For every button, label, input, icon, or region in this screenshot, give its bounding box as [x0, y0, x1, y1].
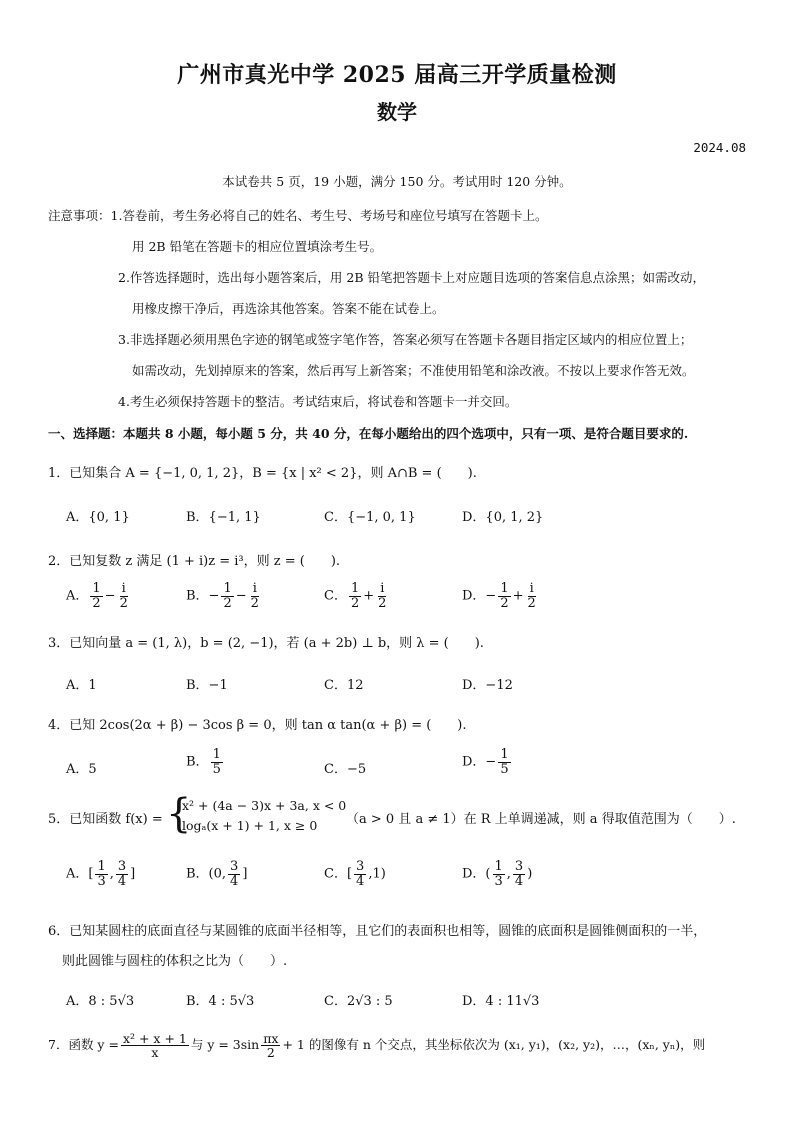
q1-option-d: D．{0, 1, 2}: [462, 510, 544, 525]
notes-block: [48, 200, 705, 417]
note-4: 4.考生必须保持答题卡的整洁。考试结束后，将试卷和答题卡一并交回。: [118, 394, 518, 409]
q5-case-1: x² + (4a − 3)x + 3a, x < 0: [182, 798, 347, 813]
q3-option-c: C．12: [324, 678, 364, 693]
q4-option-d: D．− $\frac{1}{5}$: [462, 747, 509, 777]
q3-option-a: A．1: [66, 678, 97, 693]
note-3b: 如需改动，先划掉原来的答案，然后再写上新答案；不准使用铅笔和涂改液。不按以上要求作答无效。: [132, 363, 695, 378]
note-2b: 用橡皮擦干净后，再选涂其他答案。答案不能在试卷上。: [132, 301, 445, 316]
q1-option-b: B．{−1, 1}: [186, 510, 261, 525]
q5-stem-prefix: 5．已知函数 f(x) =: [48, 812, 163, 827]
note-3a: 3.非选择题必须用黑色字迹的钢笔或签字笔作答，答案必须写在答题卡各题目指定区域内的相应位置上；: [118, 332, 693, 347]
q3-stem: 3．已知向量 a = (1, λ)，b = (2, −1)，若 (a + 2b) ⊥ b，则 λ = ( ).: [48, 636, 484, 651]
q6-stem-line2: 则此圆锥与圆柱的体积之比为（ ）.: [62, 954, 288, 969]
q1-stem: 1．已知集合 A = {−1, 0, 1, 2}，B = {x | x² < 2}，则 A∩B = ( ).: [48, 466, 477, 481]
exam-title: 广州市真光中学 2025 届高三开学质量检测: [177, 62, 617, 88]
q5-option-a: A．[ $\frac{1}{3}$ , $\frac{3}{4}$ ]: [66, 859, 136, 889]
section-heading: 一、选择题：本题共 8 小题，每小题 5 分，共 40 分，在每小题给出的四个选项中，只有一项、是符合题目要求的.: [48, 426, 689, 441]
q3-option-d: D．−12: [462, 678, 513, 693]
q4-option-b: B． $\frac{1}{5}$: [186, 747, 221, 777]
note-2a: 2.作答选择题时，选出每小题答案后，用 2B 铅笔把答题卡上对应题目选项的答案信息点涂黑；如需改动，: [118, 270, 706, 285]
q5-option-d: D．( $\frac{1}{3}$ , $\frac{3}{4}$ ): [462, 859, 533, 889]
q6-option-d: D．4 : 11√3: [462, 994, 540, 1009]
q1-option-c: C．{−1, 0, 1}: [324, 510, 416, 525]
q6-option-a: A．8 : 5√3: [66, 994, 135, 1009]
notes-label: 注意事项：: [48, 208, 111, 223]
q4-option-a: A．5: [66, 762, 97, 777]
exam-info: 本试卷共 5 页，19 小题，满分 150 分。考试用时 120 分钟。: [222, 174, 572, 189]
q5-case-2: logₐ(x + 1) + 1, x ≥ 0: [182, 818, 318, 833]
q6-option-c: C．2√3 : 5: [324, 994, 393, 1009]
q5-option-c: C．[ $\frac{3}{4}$ ,1): [324, 859, 386, 889]
q6-option-b: B．4 : 5√3: [186, 994, 255, 1009]
q3-option-b: B．−1: [186, 678, 228, 693]
q6-stem-line1: 6．已知某圆柱的底面直径与某圆锥的底面半径相等，且它们的表面积也相等，圆锥的底面积是圆锥侧面积的一半，: [48, 924, 707, 939]
q2-stem: 2．已知复数 z 满足 (1 + i)z = i³，则 z = ( ).: [48, 554, 341, 569]
q5-stem-suffix: （a > 0 且 a ≠ 1）在 R 上单调递减，则 a 得取值范围为（ ）.: [346, 812, 736, 827]
q1-option-a: A．{0, 1}: [66, 510, 130, 525]
q2-option-b: B．− $\frac{1}{2}$ − $\frac{i}{2}$: [186, 581, 259, 611]
note-1b: 用 2B 铅笔在答题卡的相应位置填涂考生号。: [132, 239, 383, 254]
exam-subject: 数学: [377, 100, 417, 124]
q5-brace: {: [166, 791, 192, 837]
q2-option-a: A． $\frac{1}{2}$ − $\frac{i}{2}$: [66, 581, 128, 611]
q5-piecewise: [182, 796, 346, 836]
q4-stem: 4．已知 2cos(2α + β) − 3cos β = 0，则 tan α tan(α + β) = ( ).: [48, 718, 467, 733]
q7-stem: 7．函数 y = $\frac{\text{x² + x + 1}}{x}$ 与 y = 3sin $\frac{\pi x}{2}$ + 1 的图像有 n 个交点，其坐标依次为 (x₁, y₁)，(x₂, y₂)，…，(xₙ, yₙ)，则: [48, 1031, 706, 1061]
exam-date: 2024.08: [693, 140, 746, 155]
q2-option-d: D．− $\frac{1}{2}$ + $\frac{i}{2}$: [462, 581, 536, 611]
q5-option-b: B．(0, $\frac{3}{4}$ ]: [186, 859, 248, 889]
q2-option-c: C． $\frac{1}{2}$ + $\frac{i}{2}$: [324, 581, 387, 611]
q4-option-c: C．−5: [324, 762, 367, 777]
note-1a: 1.答卷前，考生务必将自己的姓名、考生号、考场号和座位号填写在答题卡上。: [110, 208, 548, 223]
